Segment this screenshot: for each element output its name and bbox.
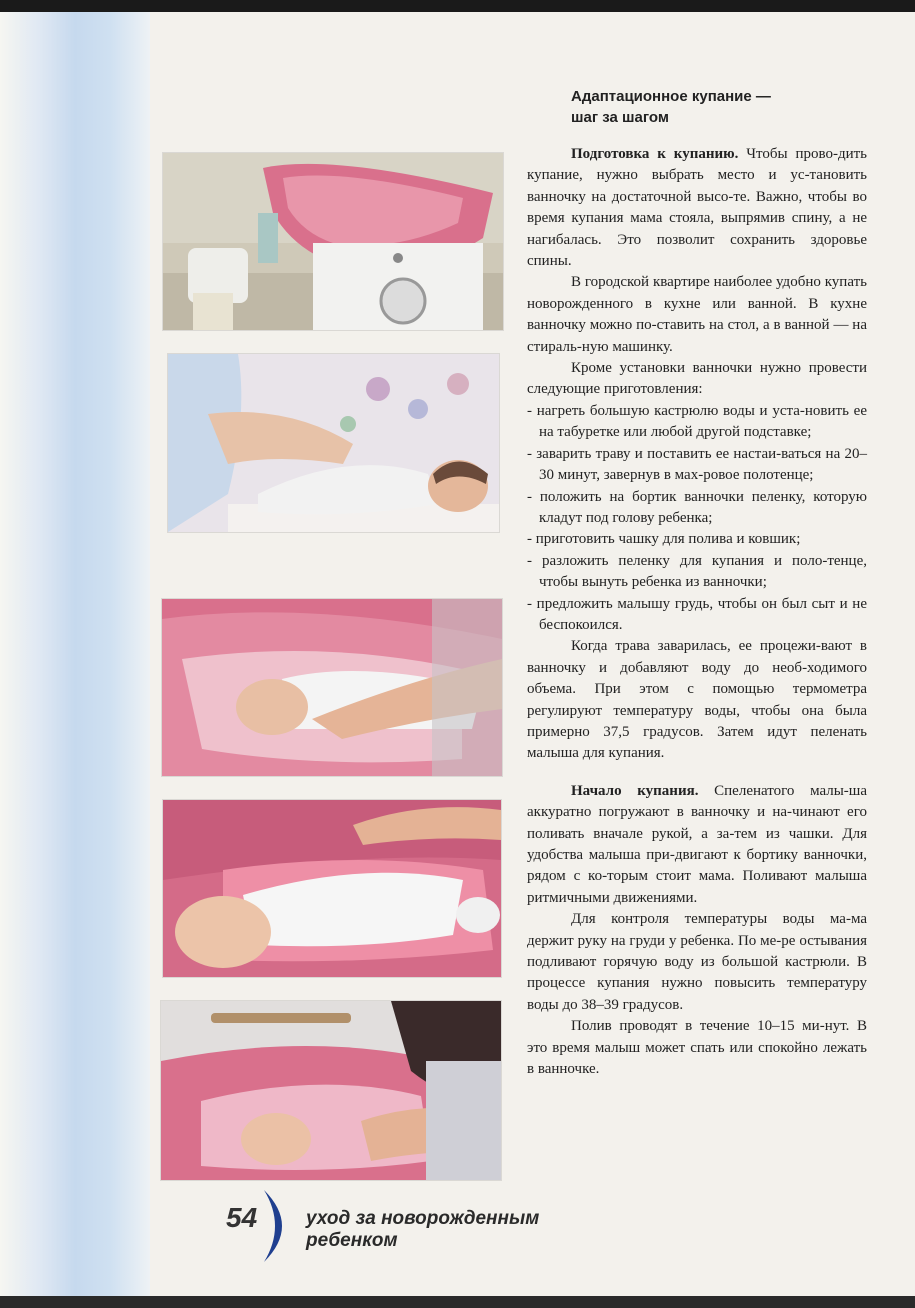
section-heading-line-1: Адаптационное купание — [571, 88, 771, 105]
photo-mother-holding-baby [161, 1001, 501, 1180]
photo-baby-in-tub [162, 599, 502, 776]
list-item: - положить на бортик ванночки пеленку, которую кладут под голову ребенка; [527, 488, 867, 526]
paragraph-herb-strain: Когда трава заварилась, ее процежи-вают в ванночку и добавляют воду до необ-ходимого объема. При этом с помощью термометра регулируют температуру воды, чтобы она была примерно 37,5 градусов. Затем идут пеленать малыша для купания. [527, 638, 867, 762]
scan-edge-bottom [0, 1296, 915, 1308]
article-text-column [527, 86, 867, 1080]
preparation-text: Чтобы прово-дить купание, нужно выбрать место и ус-тановить ванночку на достаточной высо-те. Важно, чтобы во время купания мама стояла, выпрямив спину, а не нагибалась. Это позволит сохранить здоровье спины. [527, 146, 868, 270]
paragraph-duration: Полив проводят в течение 10–15 ми-нут. В это время малыш может спать или спокойно лежать в ванночке. [527, 1018, 867, 1078]
footer-bracket-decoration [260, 1188, 306, 1264]
preparation-list [527, 401, 867, 636]
bath-start-text: Спеленатого малы-ша аккуратно погружают в ванночку и на-чинают его поливать вначале рукой, а за-тем из чашки. Для удобства малыша при-двигают к бортику ванночки, рядом с ко-торым стоит мама. Поливают малыша ритмичными движениями. [527, 782, 868, 906]
subheading-bath-start: Начало купания. [571, 782, 699, 799]
paragraph-temperature: Для контроля температуры воды ма-ма держит руку на груди у ребенка. По ме-ре остывания подливают горячую воду из большой кастрюли. В процессе купания нужно повысить температуру воды до 38–39 градусов. [527, 911, 867, 1013]
paragraph-apartment: В городской квартире наиболее удобно купать новорожденного в кухне или ванной. В кухне ванночку можно по-ставить на стол, а в ванной — на стираль-ную машинку. [527, 274, 867, 355]
photo-swaddled-baby [168, 354, 499, 532]
section-heading-line-2: шаг за шагом [571, 109, 669, 126]
list-item: - нагреть большую кастрюлю воды и уста-новить ее на табуретке или любой другой подставке; [527, 402, 867, 441]
list-item: - разложить пеленку для купания и поло-тенце, чтобы вынуть ребенка из ванночки; [527, 552, 867, 591]
book-title-line-2: ребенком [306, 1230, 398, 1251]
paragraph-preparation [527, 144, 867, 272]
paragraph-bath-start [527, 781, 867, 909]
book-title [306, 1208, 539, 1252]
subheading-preparation: Подготовка к купанию. [571, 146, 739, 162]
book-title-line-1: уход за новорожденным [306, 1208, 540, 1229]
scan-edge-top [0, 0, 915, 12]
page-footer [226, 1188, 626, 1268]
decorative-side-stripe [0, 12, 150, 1296]
paragraph-preparations-intro: Кроме установки ванночки нужно провести следующие приготовления: [527, 360, 867, 398]
list-item: - заварить траву и поставить ее настаи-ваться на 20–30 минут, завернув в мах-ровое полотенце; [527, 445, 867, 484]
photo-pouring-water [163, 800, 501, 977]
list-item: - приготовить чашку для полива и ковшик; [527, 531, 801, 548]
section-heading [571, 86, 867, 128]
list-item: - предложить малышу грудь, чтобы он был сыт и не беспокоился. [527, 595, 867, 633]
photo-tub-on-washing-machine [163, 153, 503, 330]
page-number: 54 [226, 1202, 258, 1233]
